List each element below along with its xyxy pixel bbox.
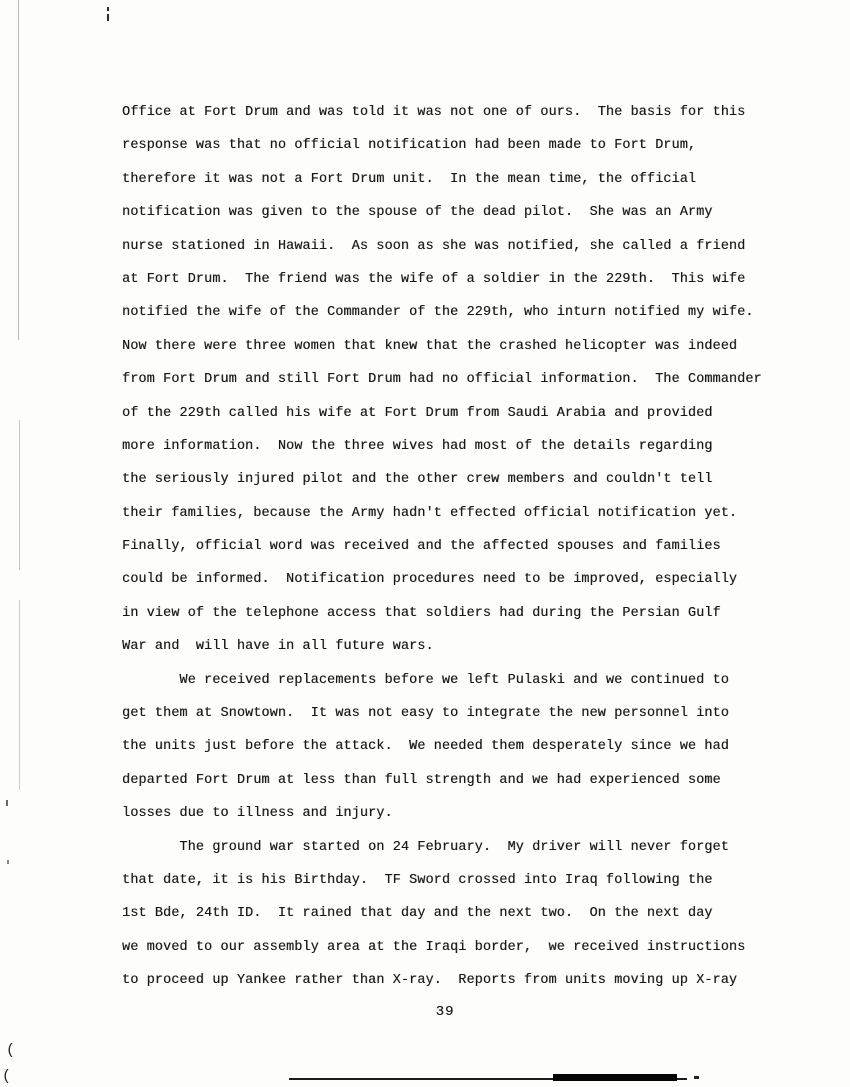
text-line: we moved to our assembly area at the Iraqi border, we received instructions bbox=[122, 939, 746, 955]
scan-artifact-paren: ( bbox=[6, 1042, 16, 1059]
text-line: nurse stationed in Hawaii. As soon as she was notified, she called a friend bbox=[122, 238, 746, 254]
text-line: their families, because the Army hadn't effected official notification yet. bbox=[122, 505, 738, 521]
document-lines bbox=[122, 96, 782, 998]
page-number: 39 bbox=[435, 1004, 455, 1020]
text-line: could be informed. Notification procedures need to be improved, especially bbox=[122, 572, 738, 588]
scan-artifact-vertical-line bbox=[19, 600, 20, 790]
text-line: from Fort Drum and still Fort Drum had no official information. The Commander bbox=[122, 372, 762, 388]
scan-artifact-vertical-line bbox=[19, 420, 20, 570]
text-line: The ground war started on 24 February. My driver will never forget bbox=[122, 839, 729, 855]
scan-artifact-paren: ( bbox=[2, 1068, 12, 1085]
scan-artifact-mark bbox=[107, 7, 109, 11]
text-line: Office at Fort Drum and was told it was not one of ours. The basis for this bbox=[122, 105, 746, 120]
text-line: departed Fort Drum at less than full strength and we had experienced some bbox=[122, 772, 721, 788]
text-line: in view of the telephone access that soldiers had during the Persian Gulf bbox=[122, 605, 721, 621]
text-line: Finally, official word was received and the affected spouses and families bbox=[122, 539, 721, 555]
text-line: response was that no official notification had been made to Fort Drum, bbox=[122, 138, 697, 154]
text-line: to proceed up Yankee rather than X-ray. Reports from units moving up X-ray bbox=[122, 973, 738, 989]
text-line: therefore it was not a Fort Drum unit. In the mean time, the official bbox=[122, 171, 697, 187]
text-line: more information. Now the three wives had most of the details regarding bbox=[122, 438, 713, 454]
text-line: notified the wife of the Commander of the 229th, who inturn notified my wife. bbox=[122, 305, 754, 321]
scan-artifact-tick bbox=[6, 800, 8, 806]
text-line: the seriously injured pilot and the other crew members and couldn't tell bbox=[122, 472, 713, 488]
text-line: that date, it is his Birthday. TF Sword crossed into Iraq following the bbox=[122, 872, 713, 888]
text-line: of the 229th called his wife at Fort Drum from Saudi Arabia and provided bbox=[122, 405, 713, 421]
text-line: losses due to illness and injury. bbox=[122, 806, 393, 822]
text-line: 1st Bde, 24th ID. It rained that day and the next two. On the next day bbox=[122, 906, 713, 922]
text-line: at Fort Drum. The friend was the wife of a soldier in the 229th. This wife bbox=[122, 271, 746, 287]
scan-artifact-black-bar bbox=[553, 1074, 677, 1081]
text-line: the units just before the attack. We needed them desperately since we had bbox=[122, 739, 729, 755]
scan-artifact-vertical-line bbox=[18, 0, 19, 340]
text-line: Now there were three women that knew that the crashed helicopter was indeed bbox=[122, 338, 738, 354]
text-line: get them at Snowtown. It was not easy to integrate the new personnel into bbox=[122, 706, 729, 722]
text-line: War and will have in all future wars. bbox=[122, 639, 434, 655]
text-line: We received replacements before we left Pulaski and we continued to bbox=[122, 672, 729, 688]
scan-artifact-mark bbox=[107, 14, 109, 21]
scan-artifact-tick bbox=[7, 860, 9, 864]
scan-artifact-tick bbox=[694, 1076, 699, 1079]
text-line: notification was given to the spouse of the dead pilot. She was an Army bbox=[122, 205, 713, 221]
